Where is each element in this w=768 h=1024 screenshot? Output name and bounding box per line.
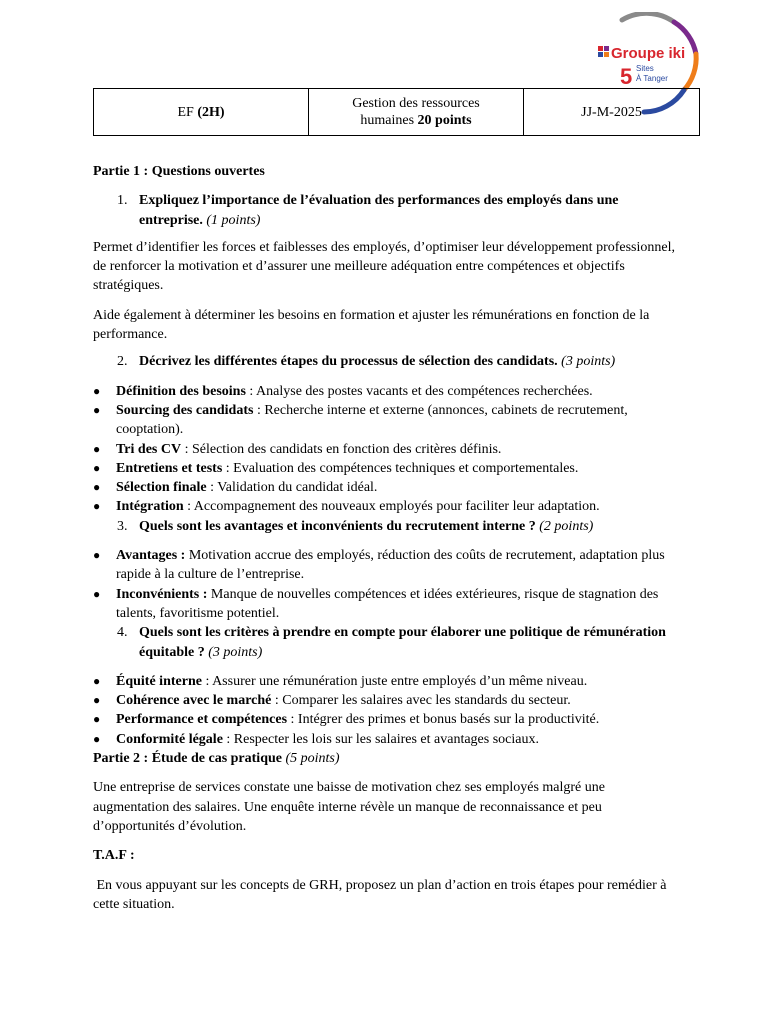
bullet-icon: ●: [93, 673, 101, 688]
subject-line1: Gestion des ressources: [352, 96, 480, 111]
answer-1-paragraph-2: Aide également à déterminer les besoins en formation et ajuster les rémunérations en fonction de la performance.: [93, 307, 650, 343]
bullet-icon: ●: [93, 480, 101, 495]
question-text: Décrivez les différentes étapes du processus de sélection des candidats.: [139, 354, 558, 370]
list-item: ● Intégration : Accompagnement des nouveaux employés pour faciliter leur adaptation.: [93, 497, 683, 516]
question-4: [117, 623, 683, 662]
taf-label: T.A.F :: [93, 848, 135, 864]
list-item: ● Équité interne : Assurer une rémunération juste entre employés d’un même niveau.: [93, 672, 683, 691]
bullet-icon: ●: [93, 712, 101, 727]
answer-1-paragraph-1: Permet d’identifier les forces et faiblesses des employés, d’optimiser leur développement professionnel, de renforcer la motivation et d’assurer une meilleure adéquation entre compétences et objectifs stratégiques.: [93, 239, 675, 294]
list-item: ● Définition des besoins : Analyse des postes vacants et des compétences recherchées.: [93, 382, 683, 401]
answer-3-list: [93, 546, 683, 623]
bullet-icon: ●: [93, 383, 101, 398]
list-item: ● Sourcing des candidats : Recherche interne et externe (annonces, cabinets de recrutement, cooptation).: [93, 401, 683, 440]
question-number: 2.: [117, 354, 128, 370]
part1-title: Partie 1 : Questions ouvertes: [93, 164, 265, 179]
question-points: (2 points): [535, 518, 594, 534]
exam-duration: (2H): [197, 104, 225, 120]
bullet-icon: ●: [93, 499, 101, 514]
question-2: [117, 352, 683, 371]
question-number: 1.: [117, 193, 128, 209]
question-number: 4.: [117, 625, 128, 641]
question-text: Quels sont les critères à prendre en compte pour élaborer une politique de rémunération équitable ?: [139, 625, 666, 660]
list-item: ● Tri des CV : Sélection des candidats en fonction des critères définis.: [93, 440, 683, 459]
question-points: (3 points): [204, 644, 263, 660]
answer-4-list: [93, 672, 683, 749]
bullet-icon: ●: [93, 586, 101, 601]
bullet-icon: ●: [93, 441, 101, 456]
question-3: [117, 517, 683, 536]
logo-number: 5: [620, 64, 633, 89]
subject-cell: [309, 89, 524, 136]
part2-title: Partie 2 : Étude de cas pratique (5 points): [93, 751, 340, 767]
total-points: 20 points: [417, 113, 472, 128]
question-1: [117, 191, 683, 230]
question-text: Quels sont les avantages et inconvénients du recrutement interne ?: [139, 518, 536, 534]
question-number: 3.: [117, 518, 128, 534]
list-item: ● Avantages : Motivation accrue des employés, réduction des coûts de recrutement, adaptation plus rapide à la culture de l’entreprise.: [93, 546, 683, 585]
taf-instruction: En vous appuyant sur les concepts de GRH, proposez un plan d’action en trois étapes pour remédier à cette situation.: [93, 877, 670, 912]
question-points: (3 points): [557, 354, 616, 370]
exam-type: EF: [177, 104, 198, 120]
question-text: Expliquez l’importance de l’évaluation des performances des employés dans une entreprise.: [139, 193, 619, 228]
logo-line2: À Tanger: [636, 74, 668, 83]
answer-2-list: [93, 382, 683, 517]
list-item: ● Performance et compétences : Intégrer des primes et bonus basés sur la productivité.: [93, 710, 683, 729]
logo-brand: Groupe iki: [611, 45, 686, 62]
exam-header-table: [93, 88, 700, 136]
bullet-icon: ●: [93, 460, 101, 475]
list-item: ● Cohérence avec le marché : Comparer les salaires avec les standards du secteur.: [93, 691, 683, 710]
list-item: ● Inconvénients : Manque de nouvelles compétences et idées extérieures, risque de stagnation des talents, favoritisme potentiel.: [93, 585, 683, 624]
subject-line2: humaines: [360, 113, 418, 128]
list-item: ● Conformité légale : Respecter les lois sur les salaires et avantages sociaux.: [93, 730, 683, 749]
exam-content: [93, 162, 683, 914]
bullet-icon: ●: [93, 548, 101, 563]
case-study-text: Une entreprise de services constate une baisse de motivation chez ses employés malgré une augmentation des salaires. Une enquête interne révèle un manque de reconnaissance et peu d’opportunités d’évolution.: [93, 780, 605, 834]
exam-type-cell: [94, 89, 309, 136]
bullet-icon: ●: [93, 402, 101, 417]
logo-line1: Sites: [636, 64, 654, 73]
bullet-icon: ●: [93, 731, 101, 746]
exam-date: JJ-M-2025: [581, 104, 642, 120]
date-cell: [524, 89, 700, 136]
question-points: (1 points): [202, 212, 261, 228]
list-item: ● Sélection finale : Validation du candidat idéal.: [93, 478, 683, 497]
bullet-icon: ●: [93, 693, 101, 708]
list-item: ● Entretiens et tests : Evaluation des compétences techniques et comportementales.: [93, 459, 683, 478]
